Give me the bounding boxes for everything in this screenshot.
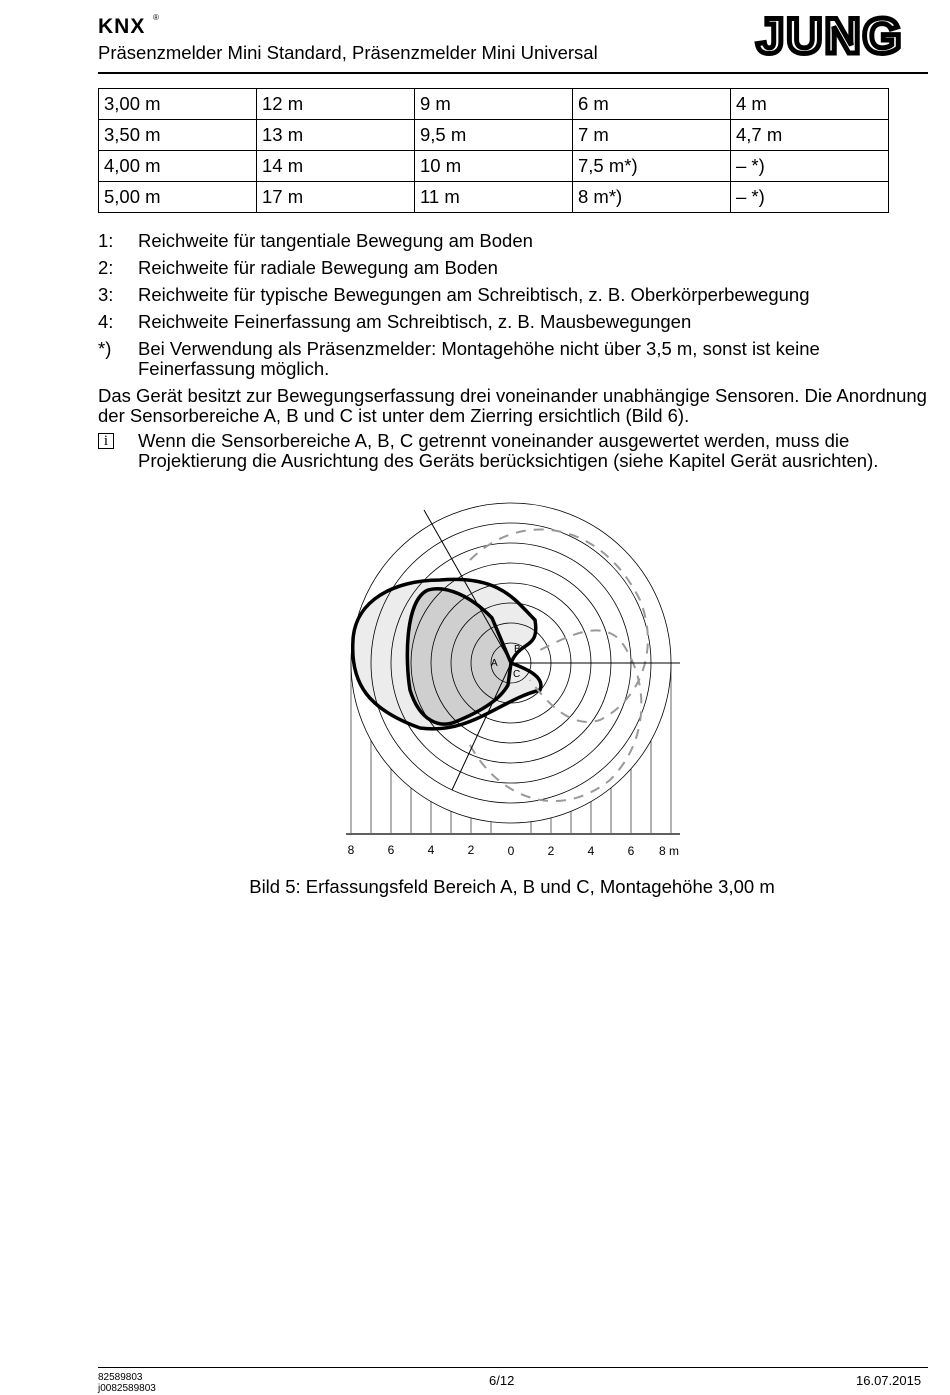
info-icon: i	[98, 433, 114, 449]
table-row	[99, 120, 889, 151]
axis-tick-label: 4	[587, 844, 595, 858]
legend-text: Bei Verwendung als Präsenzmelder: Montagehöhe nicht über 3,5 m, sonst ist keine Feinerfassung möglich.	[138, 338, 820, 379]
table-cell: 12 m	[257, 89, 415, 120]
table-cell: 9,5 m	[415, 120, 573, 151]
knx-logo-text: KNX	[98, 15, 146, 38]
legend-key: *)	[98, 338, 112, 359]
sector-label-a: A	[491, 658, 498, 669]
jung-logo	[732, 11, 928, 58]
table-cell: 3,00 m	[99, 89, 257, 120]
table-cell: 10 m	[415, 151, 573, 182]
table-cell: 5,00 m	[99, 182, 257, 213]
header-rule	[98, 72, 928, 74]
info-text: Wenn die Sensorbereiche A, B, C getrennt voneinander ausgewertet werden, muss die Projektierung die Ausrichtung des Geräts berücksichtigen (siehe Kapitel Gerät ausrichten).	[138, 430, 879, 471]
sector-label-c: C	[513, 669, 521, 680]
axis-tick-label: 6	[387, 843, 395, 857]
table-cell: 4,7 m	[731, 120, 889, 151]
table-cell: – *)	[731, 151, 889, 182]
table-cell: 7,5 m*)	[573, 151, 731, 182]
table-cell: 4 m	[731, 89, 889, 120]
legend-text: Reichweite für typische Bewegungen am Schreibtisch, z. B. Oberkörperbewegung	[138, 284, 810, 305]
figure-caption: Bild 5: Erfassungsfeld Bereich A, B und C, Montagehöhe 3,00 m	[249, 876, 775, 897]
axis-tick-label: 2	[467, 843, 475, 857]
sector-label-b: B	[514, 644, 521, 655]
detection-field-diagram	[340, 500, 685, 866]
legend-text: Reichweite Feinerfassung am Schreibtisch, z. B. Mausbewegungen	[138, 311, 692, 332]
table-cell: 3,50 m	[99, 120, 257, 151]
table-cell: 8 m*)	[573, 182, 731, 213]
footer-date: 16.07.2015	[856, 1373, 922, 1388]
table-cell: 6 m	[573, 89, 731, 120]
axis-tick-label: 2	[547, 844, 555, 858]
jung-logo-text: JUNG	[756, 11, 904, 58]
axis-tick-label: 4	[427, 843, 435, 857]
axis-tick-label: 8 m	[658, 844, 680, 858]
legend-key: 4:	[98, 311, 114, 332]
footer-page-number: 6/12	[489, 1373, 515, 1388]
axis-tick-label: 8	[347, 843, 355, 857]
axis-tick-label: 6	[627, 844, 635, 858]
table-cell: 13 m	[257, 120, 415, 151]
legend-key: 3:	[98, 284, 114, 305]
svg-text:®: ®	[153, 13, 159, 22]
table-cell: 4,00 m	[99, 151, 257, 182]
description-paragraph: Das Gerät besitzt zur Bewegungserfassung drei voneinander unabhängige Sensoren. Die Anordnung der Sensorbereiche A, B und C ist unter dem Zierring ersichtlich (Bild 6).	[98, 385, 927, 426]
table-cell: 7 m	[573, 120, 731, 151]
table-cell: – *)	[731, 182, 889, 213]
table-row	[99, 151, 889, 182]
range-table	[98, 88, 889, 213]
table-row	[99, 182, 889, 213]
table-cell: 17 m	[257, 182, 415, 213]
footer-doc-id: 82589803	[98, 1372, 143, 1383]
table-row	[99, 89, 889, 120]
legend-key: 2:	[98, 257, 114, 278]
legend-key: 1:	[98, 230, 114, 251]
table-cell: 9 m	[415, 89, 573, 120]
footer-rule	[98, 1367, 928, 1368]
axis-tick-label: 0	[507, 844, 515, 858]
table-cell: 11 m	[415, 182, 573, 213]
header-title: Präsenzmelder Mini Standard, Präsenzmelder Mini Universal	[98, 42, 598, 63]
knx-logo	[98, 9, 168, 39]
footer-doc-id: j0082589803	[98, 1383, 156, 1394]
legend-text: Reichweite für tangentiale Bewegung am Boden	[138, 230, 533, 251]
legend-text: Reichweite für radiale Bewegung am Boden	[138, 257, 498, 278]
table-cell: 14 m	[257, 151, 415, 182]
